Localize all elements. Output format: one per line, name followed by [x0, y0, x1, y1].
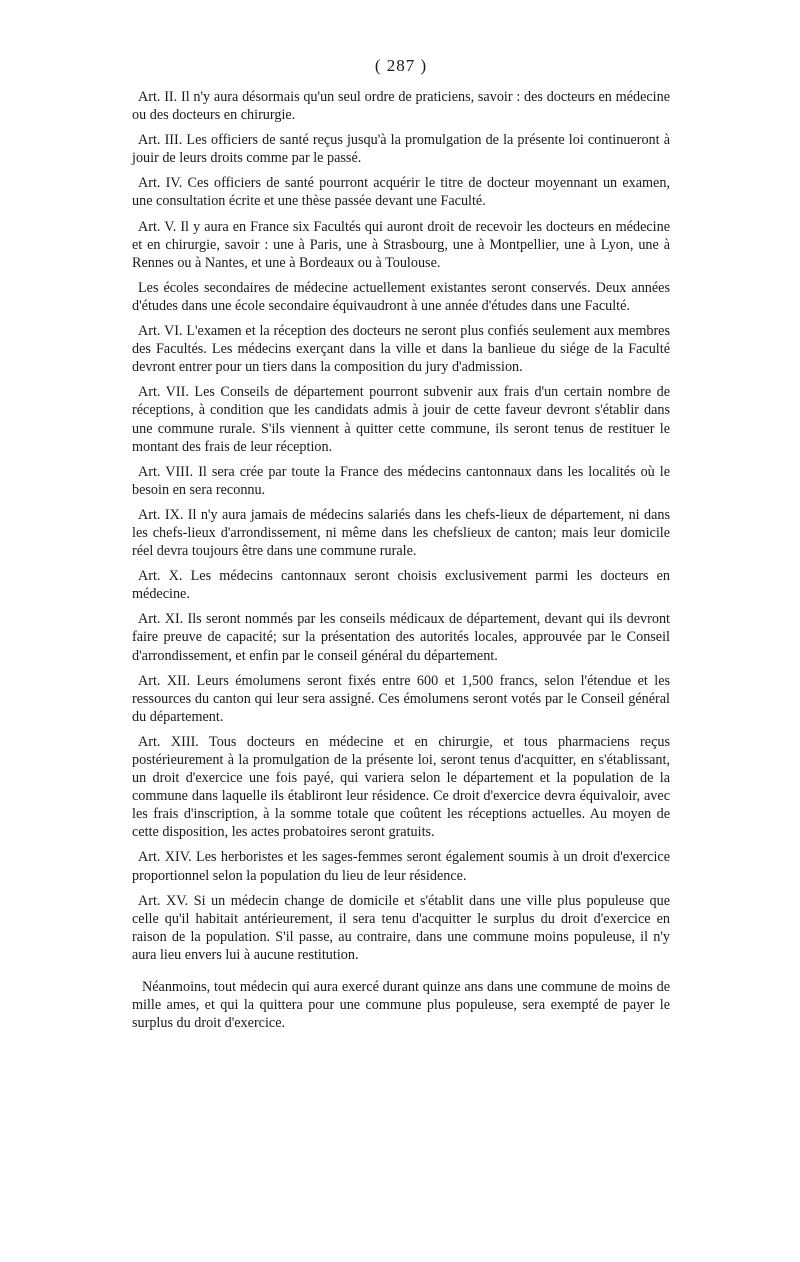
article-paragraph [132, 892, 670, 964]
article-text: Tous docteurs en médecine et en chirurgie, et tous pharmaciens reçus postérieurement à la promulgation de la présente loi, seront tenus d'acquitter, en s'établissant, un droit d'exercice une fois payé, qui variera selon le département et la population de la commune dans laquelle ils établiront leur résidence. Ce droit d'exercice devra équivaloir, avec les frais d'inscription, à la somme totale que coûtent les réceptions actuelles. Au moyen de cette disposition, les actes probatoires seront gratuits. [132, 733, 670, 841]
article-paragraph [132, 131, 670, 167]
article-label: Art. XV. [138, 892, 189, 909]
article-paragraph [132, 848, 670, 884]
article-text: Il sera crée par toute la France des médecins cantonnaux dans les localités où le besoin en sera reconnu. [132, 463, 671, 498]
article-paragraph [132, 672, 670, 726]
article-paragraph [132, 218, 670, 272]
article-paragraph [132, 610, 670, 664]
article-text: Leurs émolumens seront fixés entre 600 et 1,500 francs, selon l'étendue et les ressources du canton qui leur sera assigné. Ces émolumens seront votés par le Conseil général du département. [132, 672, 671, 725]
document-page [132, 56, 670, 1039]
article-text: Ils seront nommés par les conseils médicaux de département, devant qui ils devront faire preuve de capacité; sur la présentation des autorités locales, approuvée par le Conseil d'arrondissement, et enfin par le conseil général du département. [132, 611, 670, 664]
article-label: Art. IX. [138, 506, 184, 523]
article-paragraph [132, 383, 670, 455]
article-paragraph [132, 567, 670, 603]
article-paragraph [132, 733, 670, 842]
article-label: Art. XIV. [138, 849, 192, 866]
article-label: Art. X. [138, 568, 183, 585]
article-label: Art. XI. [138, 611, 184, 628]
article-text: Ces officiers de santé pourront acquérir le titre de docteur moyennant un examen, une consultation écrite et une thèse passée devant une Faculté. [132, 175, 670, 210]
article-paragraph [132, 506, 670, 560]
article-text: Si un médecin change de domicile et s'établit dans une ville plus populeuse que celle qu'il habitait antérieurement, il sera tenu d'acquitter le surplus du droit d'exercice en raison de la population. S'il passe, au contraire, dans une commune moins populeuse, il n'y aura lieu envers lui à aucune restitution. [132, 892, 671, 963]
article-text: Les écoles secondaires de médecine actuellement existantes seront conservés. Deux années d'études dans une école secondaire équivaudront à une année d'études dans une Faculté. [132, 279, 670, 314]
article-text: Il n'y aura désormais qu'un seul ordre de praticiens, savoir : des docteurs en médecine ou des docteurs en chirurgie. [132, 89, 670, 124]
article-text: Les herboristes et les sages-femmes seront également soumis à un droit d'exercice proportionnel selon la population du lieu de leur résidence. [132, 849, 670, 884]
article-paragraph [132, 174, 670, 210]
page-number: ( 287 ) [374, 56, 428, 75]
article-label: Art. V. [138, 218, 177, 235]
article-text: Les médecins cantonnaux seront choisis exclusivement parmi les docteurs en médecine. [132, 568, 671, 603]
article-label: Art. VIII. [138, 463, 194, 480]
article-label: Art. II. [138, 89, 178, 105]
article-label: Art. VII. [138, 384, 189, 401]
article-paragraph [132, 88, 670, 124]
article-paragraph [132, 279, 670, 315]
article-paragraph [132, 463, 670, 499]
article-label: Art. XII. [138, 672, 191, 689]
articles-list [132, 88, 670, 964]
article-text: Il n'y aura jamais de médecins salariés dans les chefs-lieux de département, ni dans les chefs-lieux d'arrondissement, ni même dans les chefslieux de canton; mais leur domicile réel devra toujours être dans une commune rurale. [132, 506, 670, 560]
article-label: Art. III. [138, 132, 183, 149]
article-text: L'examen et la réception des docteurs ne seront plus confiés seulement aux membres des Facultés. Les médecins exerçant dans la ville et dans la banlieue du siége de la Faculté devront entrer pour un tiers dans la composition du jury d'admission. [132, 323, 671, 376]
article-paragraph [132, 322, 670, 376]
article-text: Les officiers de santé reçus jusqu'à la promulgation de la présente loi continueront à jouir de leurs droits comme par le passé. [132, 132, 670, 167]
article-label: Art. IV. [138, 175, 183, 192]
article-label: Art. XIII. [138, 733, 199, 750]
article-text: Il y aura en France six Facultés qui auront droit de recevoir les docteurs en médecine et en chirurgie, savoir : une à Paris, une à Strasbourg, une à Montpellier, une à Lyon, une à Rennes ou à Nantes, et une à Bordeaux ou à Toulouse. [132, 218, 671, 271]
article-label: Art. VI. [138, 323, 183, 340]
closing-paragraph: Néanmoins, tout médecin qui aura exercé durant quinze ans dans une commune de moins de mille ames, et qui la quittera pour une commune plus populeuse, sera exempté de payer le surplus du droit d'exercice. [132, 979, 670, 1032]
article-text: Les Conseils de département pourront subvenir aux frais d'un certain nombre de réceptions, à condition que les candidats admis à jouir de cette faveur devront s'établir dans une commune rurale. S'ils viennent à quitter cette commune, ils seront tenus de restituer le montant des frais de leur réception. [132, 384, 671, 455]
